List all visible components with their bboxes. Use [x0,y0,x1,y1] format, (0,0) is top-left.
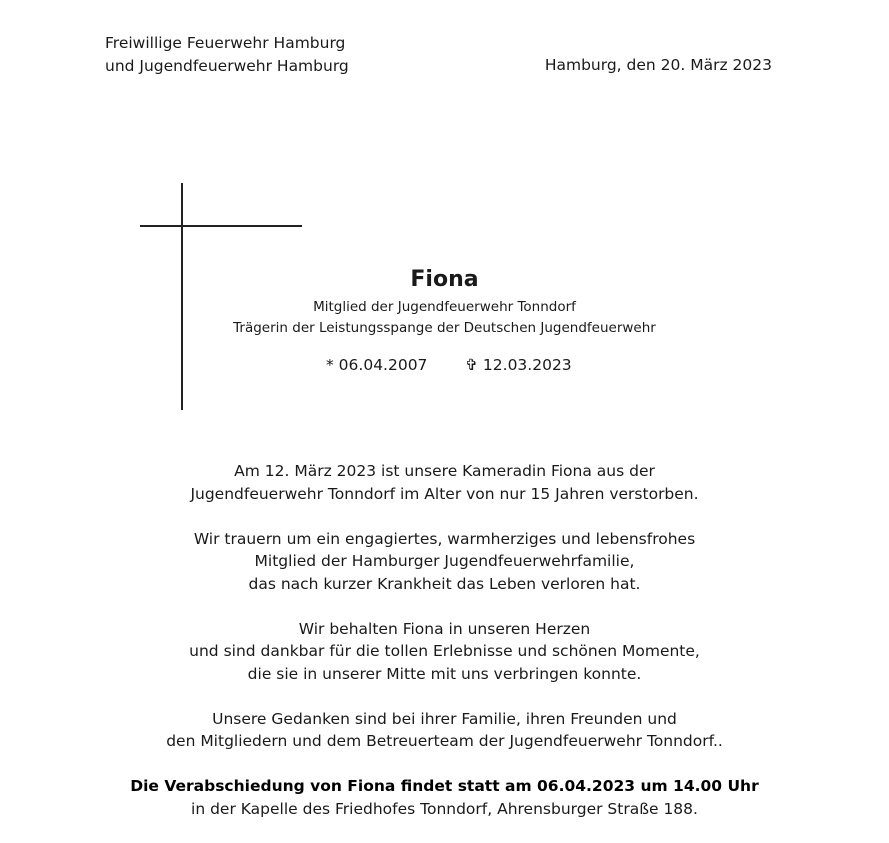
paragraph-mourning [0,528,889,596]
cross-icon-horizontal [140,225,302,227]
text-line: und sind dankbar für die tollen Erlebnisse und schönen Momente, [189,642,700,660]
sender-line-1: Freiwillige Feuerwehr Hamburg [105,34,346,52]
birth-date: * 06.04.2007 [326,356,428,374]
sender-address [105,32,349,77]
text-line: Mitglied der Hamburger Jugendfeuerwehrfamilie, [254,552,635,570]
deceased-membership: Mitglied der Jugendfeuerwehr Tonndorf [313,299,576,315]
paragraph-farewell [0,775,889,820]
farewell-location: in der Kapelle des Friedhofes Tonndorf, Ahrensburger Straße 188. [191,799,698,818]
paragraph-announcement [0,460,889,505]
text-line: Wir behalten Fiona in unseren Herzen [298,619,591,638]
text-line: den Mitgliedern und dem Betreuerteam der Jugendfeuerwehr Tonndorf.. [166,732,723,750]
text-line: die sie in unserer Mitte mit uns verbringen konnte. [247,664,642,683]
text-line: Jugendfeuerwehr Tonndorf im Alter von nur 15 Jahren verstorben. [190,484,699,503]
obituary-text [0,460,889,843]
letter-date: Hamburg, den 20. März 2023 [544,56,772,74]
farewell-headline: Die Verabschiedung von Fiona findet statt am 06.04.2023 um 14.00 Uhr [130,777,759,795]
deceased-award: Trägerin der Leistungsspange der Deutschen Jugendfeuerwehr [233,320,656,336]
text-line: Am 12. März 2023 ist unsere Kameradin Fiona aus der [234,462,655,480]
sender-line-2: und Jugendfeuerwehr Hamburg [105,56,349,75]
text-line: Unsere Gedanken sind bei ihrer Familie, ihren Freunden und [212,709,677,728]
deceased-name: Fiona [410,267,479,292]
paragraph-condolence [0,708,889,753]
paragraph-memory [0,618,889,686]
text-line: das nach kurzer Krankheit das Leben verloren hat. [248,574,641,593]
death-date: ✞ 12.03.2023 [465,356,572,374]
text-line: Wir trauern um ein engagiertes, warmherziges und lebensfrohes [193,529,696,548]
